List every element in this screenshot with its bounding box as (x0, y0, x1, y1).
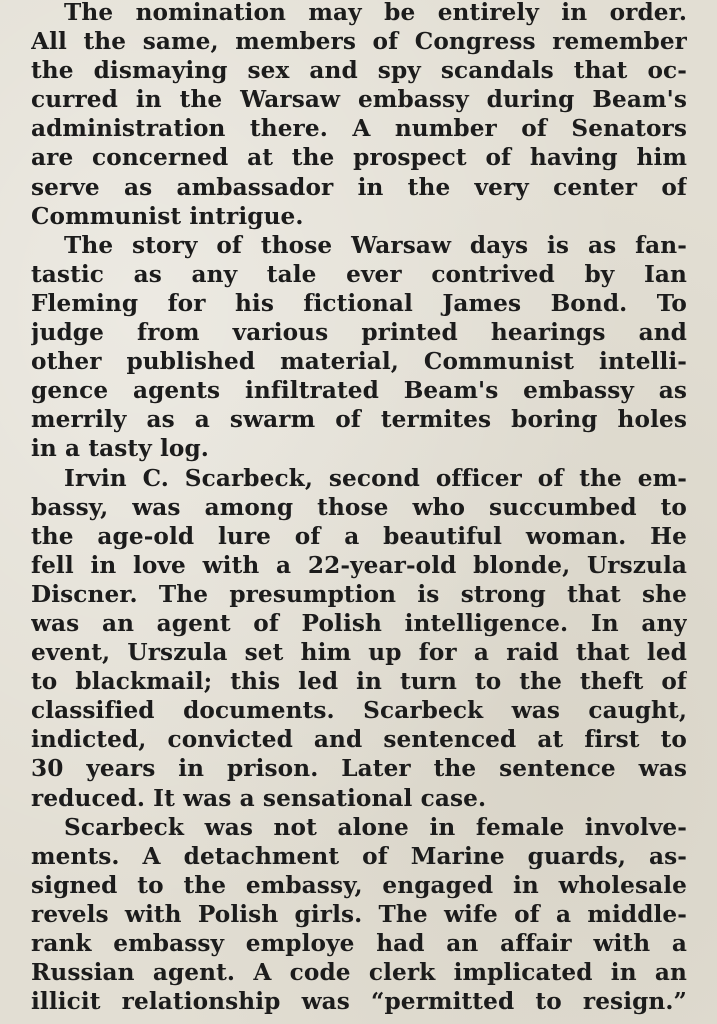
article-line: indicted, convicted and sentenced at first to (31, 726, 687, 754)
article-line: event, Urszula set him up for a raid that led (31, 639, 687, 667)
article-line: administration there. A number of Senators (31, 115, 687, 143)
article-line: classified documents. Scarbeck was caught, (31, 697, 687, 725)
article-line: Irvin C. Scarbeck, second officer of the em- (64, 464, 687, 492)
article-line: to blackmail; this led in turn to the theft of (31, 668, 687, 696)
article-line: Russian agent. A code clerk implicated in an (31, 959, 687, 987)
article-line: The nomination may be entirely in order. (64, 0, 687, 26)
article-line: signed to the embassy, engaged in wholesale (31, 871, 687, 899)
article-line: illicit relationship was “permitted to resign.” (31, 988, 687, 1016)
article-line: All the same, members of Congress remember (31, 28, 687, 56)
article-line: tastic as any tale ever contrived by Ian (31, 260, 687, 288)
article-column (31, 0, 687, 1016)
article-line: bassy, was among those who succumbed to (31, 493, 687, 521)
article-line: in a tasty log. (31, 435, 209, 463)
article-line: other published material, Communist intelli- (31, 348, 687, 376)
article-line: 30 years in prison. Later the sentence was (31, 755, 687, 783)
article-line: are concerned at the prospect of having him (31, 144, 687, 172)
article-line: Scarbeck was not alone in female involve- (64, 813, 687, 841)
article-line: gence agents infiltrated Beam's embassy as (31, 377, 687, 405)
article-line: Discner. The presumption is strong that she (31, 580, 687, 608)
article-line: merrily as a swarm of termites boring holes (31, 406, 687, 434)
article-line: rank embassy employe had an affair with a (31, 930, 687, 957)
article-line: reduced. It was a sensational case. (31, 784, 487, 812)
article-line: serve as ambassador in the very center of (31, 173, 687, 201)
article-line: was an agent of Polish intelligence. In any (31, 609, 687, 637)
article-line: Fleming for his fictional James Bond. To (31, 289, 687, 317)
article-line: judge from various printed hearings and (31, 319, 687, 347)
article-line: revels with Polish girls. The wife of a middle- (31, 900, 687, 928)
article-line: curred in the Warsaw embassy during Beam's (31, 86, 687, 114)
article-line: the dismaying sex and spy scandals that oc- (31, 57, 687, 85)
article-line: Communist intrigue. (31, 202, 304, 230)
article-line: the age-old lure of a beautiful woman. He (31, 522, 687, 550)
article-line: The story of those Warsaw days is as fan- (64, 231, 687, 259)
article-line: fell in love with a 22-year-old blonde, Urszula (31, 551, 687, 579)
article-line: ments. A detachment of Marine guards, as- (31, 842, 687, 870)
